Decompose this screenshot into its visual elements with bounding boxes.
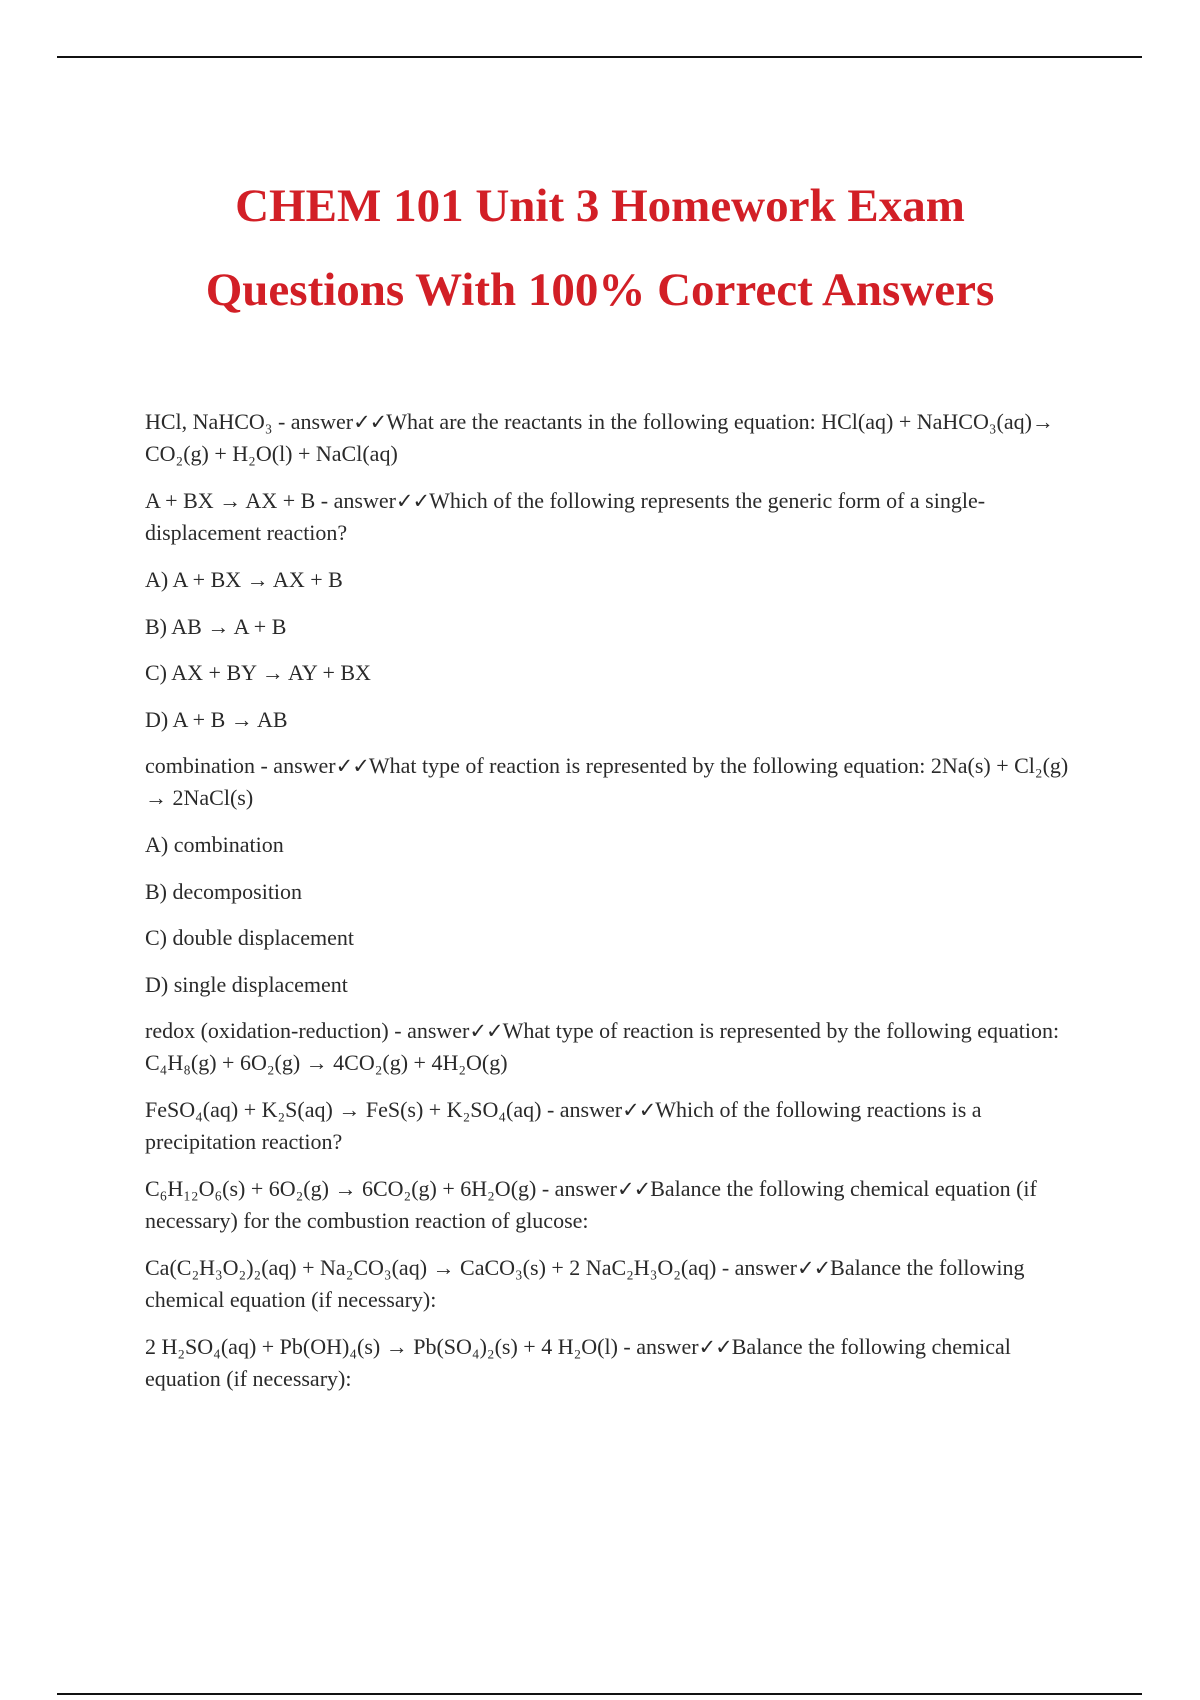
question-text: Which of the following reactions is a precipitation reaction?	[145, 1097, 982, 1154]
qa-item	[145, 1015, 1085, 1078]
answer-option: B) decomposition	[145, 878, 303, 904]
question-text: Balance the following chemical equation (if necessary):	[145, 1334, 1011, 1391]
double-check-icon: ✓✓	[335, 754, 369, 778]
bottom-rule	[57, 1693, 1142, 1695]
answer-option: D) single displacement	[145, 971, 348, 997]
answer-option: B) AB → A + B	[145, 613, 287, 639]
question-text: What type of reaction is represented by the following equation: C₄H₈(g) + 6O₂(g) → 4CO₂(g) + 4H₂O(g)	[145, 1018, 1060, 1075]
title-line-1: CHEM 101 Unit 3 Homework Exam	[235, 180, 965, 232]
answer-text: C₆H₁₂O₆(s) + 6O₂(g) → 6CO₂(g) + 6H₂O(g) - answer	[145, 1176, 617, 1201]
double-check-icon: ✓✓	[616, 1177, 651, 1201]
double-check-icon: ✓✓	[698, 1335, 732, 1359]
question-text: Balance the following chemical equation (if necessary):	[145, 1255, 1025, 1312]
top-rule	[57, 56, 1142, 58]
double-check-icon: ✓✓	[395, 489, 430, 513]
qa-item	[145, 1173, 1085, 1236]
answer-text: HCl, NaHCO₃ - answer	[145, 409, 354, 434]
document-title	[0, 164, 1200, 332]
qa-item	[145, 1094, 1085, 1157]
qa-item	[145, 1331, 1085, 1394]
answer-option: C) double displacement	[145, 925, 354, 950]
answer-text: Ca(C₂H₃O₂)₂(aq) + Na₂CO₃(aq) → CaCO₃(s) + 2 NaC₂H₃O₂(aq) - answer	[145, 1255, 797, 1280]
qa-item	[145, 485, 1085, 548]
answer-option: D) A + B → AB	[145, 706, 288, 732]
question-text: Balance the following chemical equation (if necessary) for the combustion reaction of glucose:	[145, 1176, 1037, 1233]
answer-option: A) combination	[145, 832, 284, 857]
answer-option: C) AX + BY → AY + BX	[145, 660, 371, 685]
qa-list	[145, 406, 1085, 1410]
double-check-icon: ✓✓	[353, 410, 387, 434]
question-text: What are the reactants in the following equation: HCl(aq) + NaHCO₃(aq)→ CO₂(g) + H₂O(l) + NaCl(aq)	[145, 409, 1054, 466]
question-text: Which of the following represents the generic form of a single-displacement reaction?	[145, 488, 986, 545]
answer-text: FeSO₄(aq) + K₂S(aq) → FeS(s) + K₂SO₄(aq) - answer	[145, 1097, 623, 1122]
answer-text: combination - answer	[145, 753, 336, 778]
answer-text: A + BX → AX + B - answer	[145, 488, 396, 513]
double-check-icon: ✓✓	[796, 1256, 831, 1280]
title-line-2: Questions With 100% Correct Answers	[205, 264, 995, 316]
double-check-icon: ✓✓	[622, 1098, 656, 1122]
double-check-icon: ✓✓	[469, 1019, 503, 1043]
qa-item	[145, 1252, 1085, 1315]
answer-option: A) A + BX → AX + B	[145, 567, 343, 592]
answer-text: redox (oxidation-reduction) - answer	[145, 1018, 470, 1043]
answer-text: 2 H₂SO₄(aq) + Pb(OH)₄(s) → Pb(SO₄)₂(s) + 4 H₂O(l) - answer	[145, 1334, 699, 1359]
qa-item	[145, 750, 1085, 813]
qa-item	[145, 406, 1085, 469]
question-text: What type of reaction is represented by the following equation: 2Na(s) + Cl₂(g) → 2NaCl(s)	[145, 753, 1069, 810]
